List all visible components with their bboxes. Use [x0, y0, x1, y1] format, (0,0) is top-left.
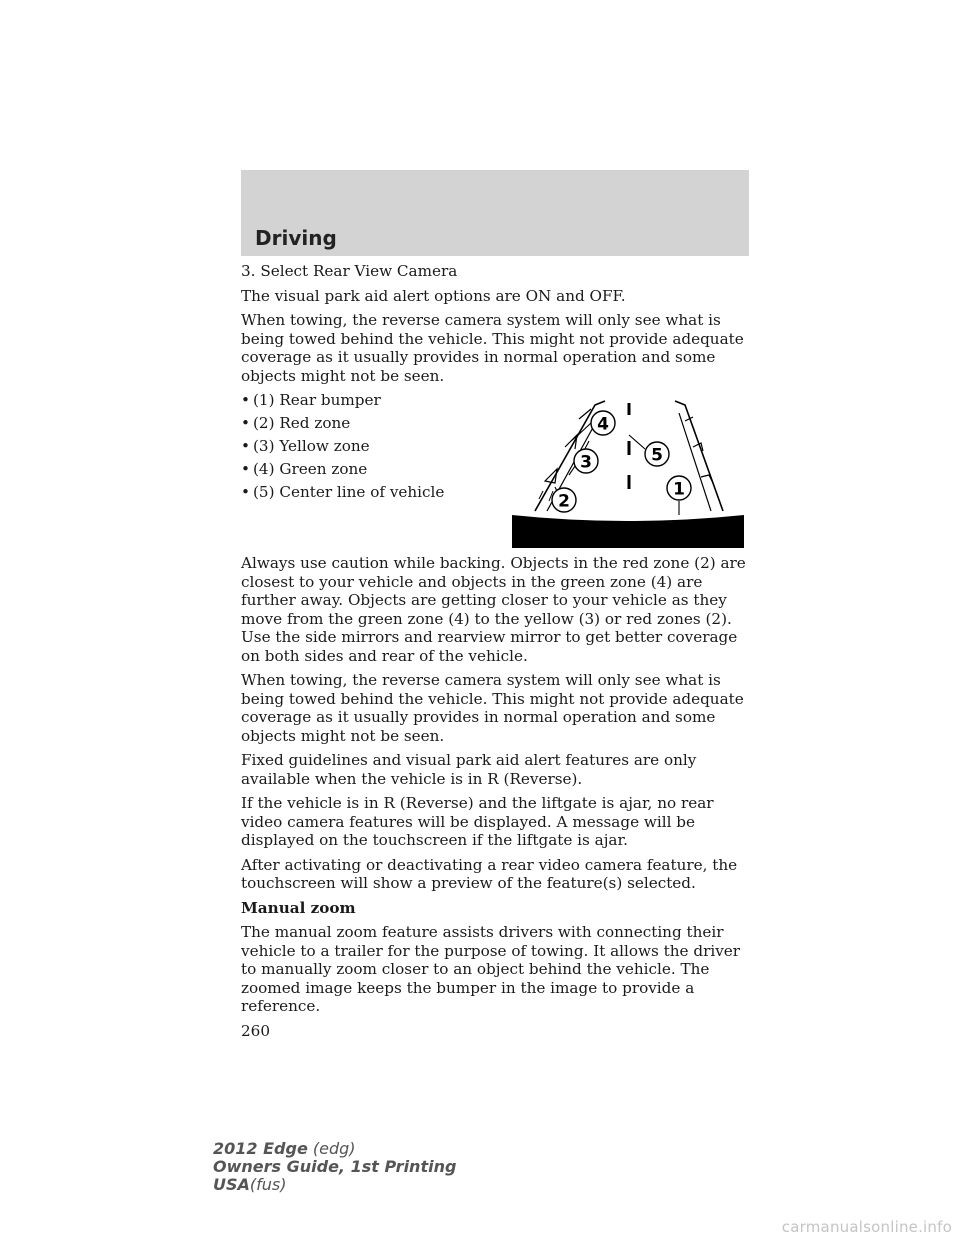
bullet-icon: •	[241, 483, 250, 501]
rear-camera-guideline-diagram	[509, 391, 749, 548]
callout-5	[645, 442, 669, 466]
callout-4	[591, 411, 615, 435]
list-item: • (3) Yellow zone	[241, 437, 370, 455]
footer-market-code: (fus)	[249, 1175, 287, 1194]
footer-printing: Owners Guide, 1st Printing	[213, 1157, 457, 1176]
list-item: • (1) Rear bumper	[241, 391, 381, 409]
manual-zoom-heading: Manual zoom	[241, 898, 356, 917]
svg-text:3: 3	[580, 452, 592, 473]
svg-text:1: 1	[673, 479, 685, 500]
bullet-icon: •	[241, 391, 250, 409]
options-paragraph: The visual park aid alert options are ON and OFF.	[241, 286, 626, 305]
page-number: 260	[241, 1021, 270, 1040]
callout-3	[574, 449, 598, 473]
liftgate-paragraph: If the vehicle is in R (Reverse) and the liftgate is ajar, no rear video camera features will be displayed. A message will be displayed on the touchscreen if the liftgate is ajar.	[241, 794, 714, 849]
step-3: 3. Select Rear View Camera	[241, 262, 458, 280]
callout-1	[667, 476, 691, 500]
bullet-icon: •	[241, 414, 250, 432]
zone-legend-list	[241, 391, 481, 502]
document-footer	[213, 1140, 456, 1194]
legend-and-figure	[241, 391, 756, 548]
manual-zoom-paragraph: The manual zoom feature assists drivers with connecting their vehicle to a trailer for the purpose of towing. It allows the driver to manually zoom closer to an object behind the vehicle. The zoomed image keeps the bumper in the image to provide a reference.	[241, 923, 741, 1015]
list-item: • (4) Green zone	[241, 460, 368, 478]
footer-model-code: (edg)	[312, 1139, 356, 1158]
page-content	[241, 262, 756, 1040]
towing-paragraph-2: When towing, the reverse camera system will only see what is being towed behind the vehicle. This might not provide adequate coverage as it usually provides in normal operation and some objects might not be seen.	[241, 671, 744, 745]
fixed-guidelines-paragraph: Fixed guidelines and visual park aid alert features are only available when the vehicle is in R (Reverse).	[241, 751, 697, 788]
list-item: • (2) Red zone	[241, 414, 351, 432]
bullet-icon: •	[241, 437, 250, 455]
towing-paragraph-1: When towing, the reverse camera system will only see what is being towed behind the vehicle. This might not provide adequate coverage as it usually provides in normal operation and some objects might not be seen.	[241, 311, 744, 385]
footer-model: 2012 Edge	[213, 1139, 308, 1158]
section-header	[241, 170, 749, 256]
svg-text:4: 4	[597, 414, 609, 435]
preview-paragraph: After activating or deactivating a rear video camera feature, the touchscreen will show a preview of the feature(s) selected.	[241, 855, 738, 892]
section-title: Driving	[255, 226, 337, 250]
bullet-icon: •	[241, 460, 250, 478]
rear-bumper-shape	[512, 515, 744, 548]
svg-text:2: 2	[558, 491, 570, 512]
watermark: carmanualsonline.info	[781, 1218, 952, 1236]
list-item: • (5) Center line of vehicle	[241, 483, 445, 501]
footer-market: USA	[213, 1175, 250, 1194]
caution-paragraph: Always use caution while backing. Objects in the red zone (2) are closest to your vehicle and objects in the green zone (4) are further away. Objects are getting closer to your vehicle as they move from the green zone (4) to the yellow (3) or red zones (2). Use the side mirrors and rearview mirror to get better coverage on both sides and rear of the vehicle.	[241, 554, 746, 665]
svg-text:5: 5	[651, 445, 663, 466]
callout-2	[552, 488, 576, 512]
